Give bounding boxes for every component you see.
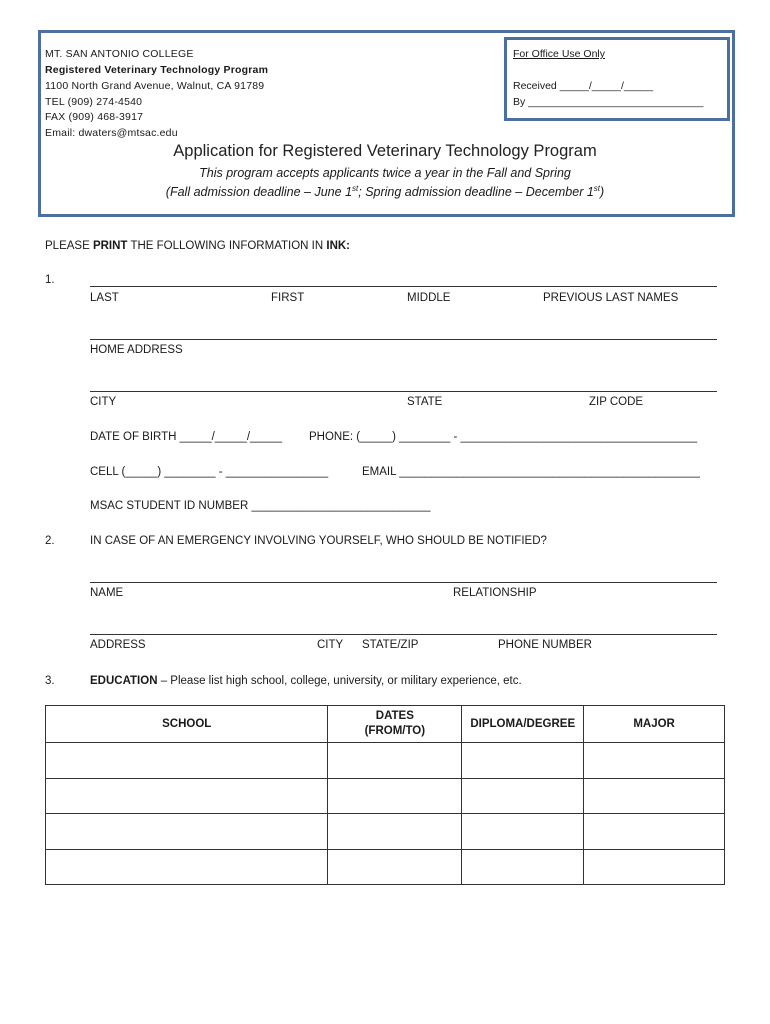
- emergency-address-line[interactable]: [90, 634, 717, 635]
- school-cell[interactable]: [46, 849, 328, 885]
- emergency-state-zip-label: STATE/ZIP: [362, 639, 419, 651]
- city-label: CITY: [90, 396, 117, 408]
- form-subtitle-1: This program accepts applicants twice a year in the Fall and Spring: [199, 166, 571, 180]
- office-by-field: By ______________________________: [513, 96, 704, 108]
- school-cell[interactable]: [46, 778, 328, 814]
- table-row: [46, 849, 725, 885]
- program-name: Registered Veterinary Technology Program: [45, 64, 269, 76]
- emergency-phone-label: PHONE NUMBER: [498, 639, 592, 651]
- diploma-header-text: DIPLOMA/DEGREE: [470, 717, 576, 730]
- education-table: [45, 705, 725, 885]
- dates-column-header: [328, 706, 462, 743]
- form-title: Application for Registered Veterinary Technology Program: [173, 142, 597, 160]
- emergency-name-label: NAME: [90, 587, 124, 599]
- dates-cell[interactable]: [328, 743, 462, 779]
- student-id-field[interactable]: MSAC STUDENT ID NUMBER ____________________________: [90, 500, 431, 512]
- table-row: [46, 814, 725, 850]
- phone-field[interactable]: PHONE: (_____) ________ - _____________________________________: [309, 431, 698, 443]
- emergency-question: IN CASE OF AN EMERGENCY INVOLVING YOURSELF, WHO SHOULD BE NOTIFIED?: [90, 535, 547, 547]
- form-subtitle-2: [0, 184, 770, 199]
- state-label: STATE: [407, 396, 443, 408]
- section-3-number: 3.: [45, 675, 55, 687]
- relationship-label: RELATIONSHIP: [453, 587, 537, 599]
- section-2-number: 2.: [45, 535, 55, 547]
- college-address: 1100 North Grand Avenue, Walnut, CA 91789: [45, 80, 265, 92]
- college-fax: FAX (909) 468-3917: [45, 111, 144, 123]
- table-row: [46, 743, 725, 779]
- table-row: [46, 778, 725, 814]
- office-received-field: Received _____/_____/_____: [513, 80, 654, 92]
- diploma-column-header: [462, 706, 584, 743]
- school-header-text: SCHOOL: [162, 717, 212, 730]
- education-label: EDUCATION: [90, 675, 158, 687]
- name-line[interactable]: [90, 286, 717, 287]
- major-header-text: MAJOR: [633, 717, 675, 730]
- previous-names-label: PREVIOUS LAST NAMES: [543, 292, 679, 304]
- emergency-address-label: ADDRESS: [90, 639, 146, 651]
- instr-mid: THE FOLLOWING INFORMATION IN: [127, 240, 327, 252]
- major-cell[interactable]: [584, 849, 725, 885]
- last-name-label: LAST: [90, 292, 119, 304]
- instr-pre: PLEASE: [45, 240, 93, 252]
- school-column-header: [46, 706, 328, 743]
- diploma-cell[interactable]: [462, 849, 584, 885]
- print-instructions: [45, 240, 350, 252]
- dates-cell[interactable]: [328, 814, 462, 850]
- first-name-label: FIRST: [271, 292, 305, 304]
- email-field[interactable]: EMAIL _______________________________________________: [362, 466, 700, 478]
- education-instructions: [90, 675, 522, 687]
- dates-cell[interactable]: [328, 849, 462, 885]
- instr-ink: INK:: [326, 240, 351, 252]
- emergency-name-line[interactable]: [90, 582, 717, 583]
- diploma-cell[interactable]: [462, 743, 584, 779]
- instr-print: PRINT: [92, 240, 128, 252]
- college-tel: TEL (909) 274-4540: [45, 96, 143, 108]
- dates-header-text: DATES (FROM/TO): [364, 710, 426, 737]
- zip-label: ZIP CODE: [589, 396, 644, 408]
- diploma-cell[interactable]: [462, 778, 584, 814]
- major-cell[interactable]: [584, 778, 725, 814]
- office-use-title: For Office Use Only: [513, 48, 605, 60]
- major-cell[interactable]: [584, 814, 725, 850]
- school-cell[interactable]: [46, 814, 328, 850]
- fall-deadline-text: (Fall admission deadline – June 1st; Spring admission deadline – December 1st): [165, 184, 605, 200]
- college-email: Email: dwaters@mtsac.edu: [45, 127, 178, 139]
- section-1-number: 1.: [45, 274, 55, 286]
- education-header-row: [46, 706, 725, 743]
- college-name: MT. SAN ANTONIO COLLEGE: [45, 48, 194, 60]
- education-text: – Please list high school, college, university, or military experience, etc.: [157, 675, 522, 687]
- diploma-cell[interactable]: [462, 814, 584, 850]
- major-column-header: [584, 706, 725, 743]
- home-address-line[interactable]: [90, 339, 717, 340]
- emergency-city-label: CITY: [317, 639, 344, 651]
- home-address-label: HOME ADDRESS: [90, 344, 183, 356]
- city-state-zip-line[interactable]: [90, 391, 717, 392]
- cell-field[interactable]: CELL (_____) ________ - ________________: [90, 466, 329, 478]
- middle-name-label: MIDDLE: [407, 292, 451, 304]
- date-of-birth-field[interactable]: DATE OF BIRTH _____/_____/_____: [90, 431, 282, 443]
- dates-cell[interactable]: [328, 778, 462, 814]
- school-cell[interactable]: [46, 743, 328, 779]
- major-cell[interactable]: [584, 743, 725, 779]
